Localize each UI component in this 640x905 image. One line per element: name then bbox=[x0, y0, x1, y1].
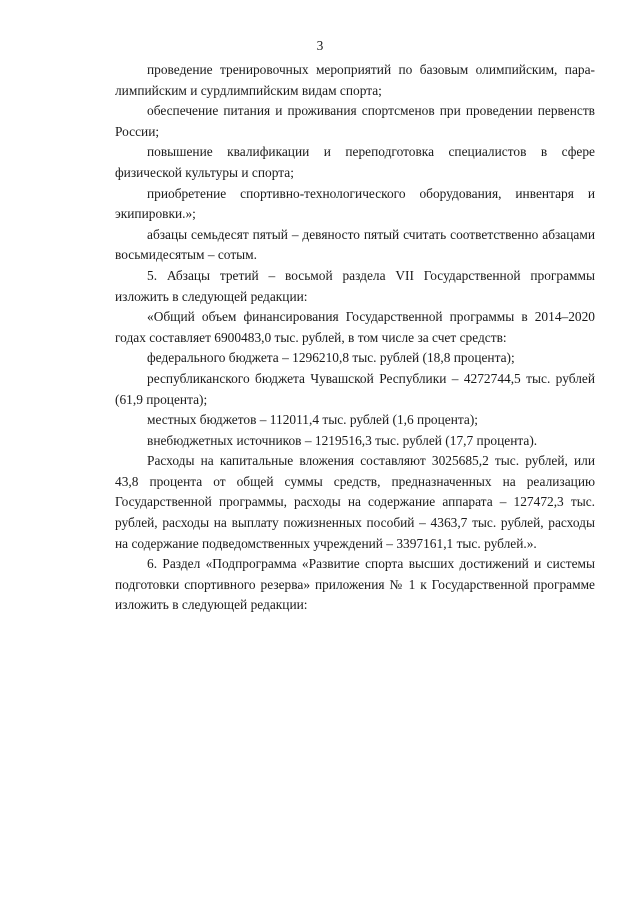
paragraph-renumbering: абзацы семьдесят пятый – девяносто пятый считать соответственно абзацами восьмидесятым – сотым. bbox=[115, 226, 595, 263]
paragraph-specialist-training: повышение квалификации и переподготовка специалистов в сфере физической культуры и спорта; bbox=[115, 144, 595, 180]
paragraph-extrabudgetary: внебюджетных источников – 1219516,3 тыс. рублей (17,7 процента). bbox=[147, 432, 538, 448]
paragraph-federal-budget: федерального бюджета – 1296210,8 тыс. рублей (18,8 процента); bbox=[147, 350, 515, 366]
paragraph-athlete-catering: обеспечение питания и проживания спортсменов при проведении первенств России; bbox=[115, 103, 595, 139]
paragraph-training-events: проведение тренировочных мероприятий по базовым олимпийским, пара-лимпийским и сурдлимпийским видам спорта; bbox=[115, 62, 595, 98]
paragraph-equipment-purchase: приобретение спортивно-технологического оборудования, инвентаря и экипировки.»; bbox=[115, 185, 595, 222]
document-body bbox=[115, 60, 595, 616]
paragraph-republic-budget: республиканского бюджета Чувашской Республики – 4272744,5 тыс. рублей (61,9 процента); bbox=[115, 370, 595, 407]
paragraph-capital-expenses: Расходы на капитальные вложения составляют 3025685,2 тыс. рублей, или 43,8 процента от общей суммы средств, предназначенных на реализацию Государственной программы, расходы на содержание аппарата – 127472,3 тыс. рублей, расходы на выплату пожизненных пособий – 4363,7 тыс. рублей, расходы на содержание подведомственных учреждений – 3397161,1 тыс. рублей.». bbox=[115, 453, 595, 551]
paragraph-local-budgets: местных бюджетов – 112011,4 тыс. рублей (1,6 процента); bbox=[147, 412, 479, 428]
page-number: 3 bbox=[316, 38, 324, 53]
paragraph-total-funding: «Общий объем финансирования Государственной программы в 2014–2020 годах составляет 6900483,0 тыс. рублей, в том числе за счет средств: bbox=[115, 309, 595, 345]
paragraph-item-6: 6. Раздел «Подпрограмма «Развитие спорта высших достижений и системы подготовки спортивного резерва» приложения № 1 к Государственной программе изложить в следующей редакции: bbox=[115, 556, 595, 613]
paragraph-item-5: 5. Абзацы третий – восьмой раздела VII Государственной программы изложить в следующей редакции: bbox=[115, 267, 595, 304]
